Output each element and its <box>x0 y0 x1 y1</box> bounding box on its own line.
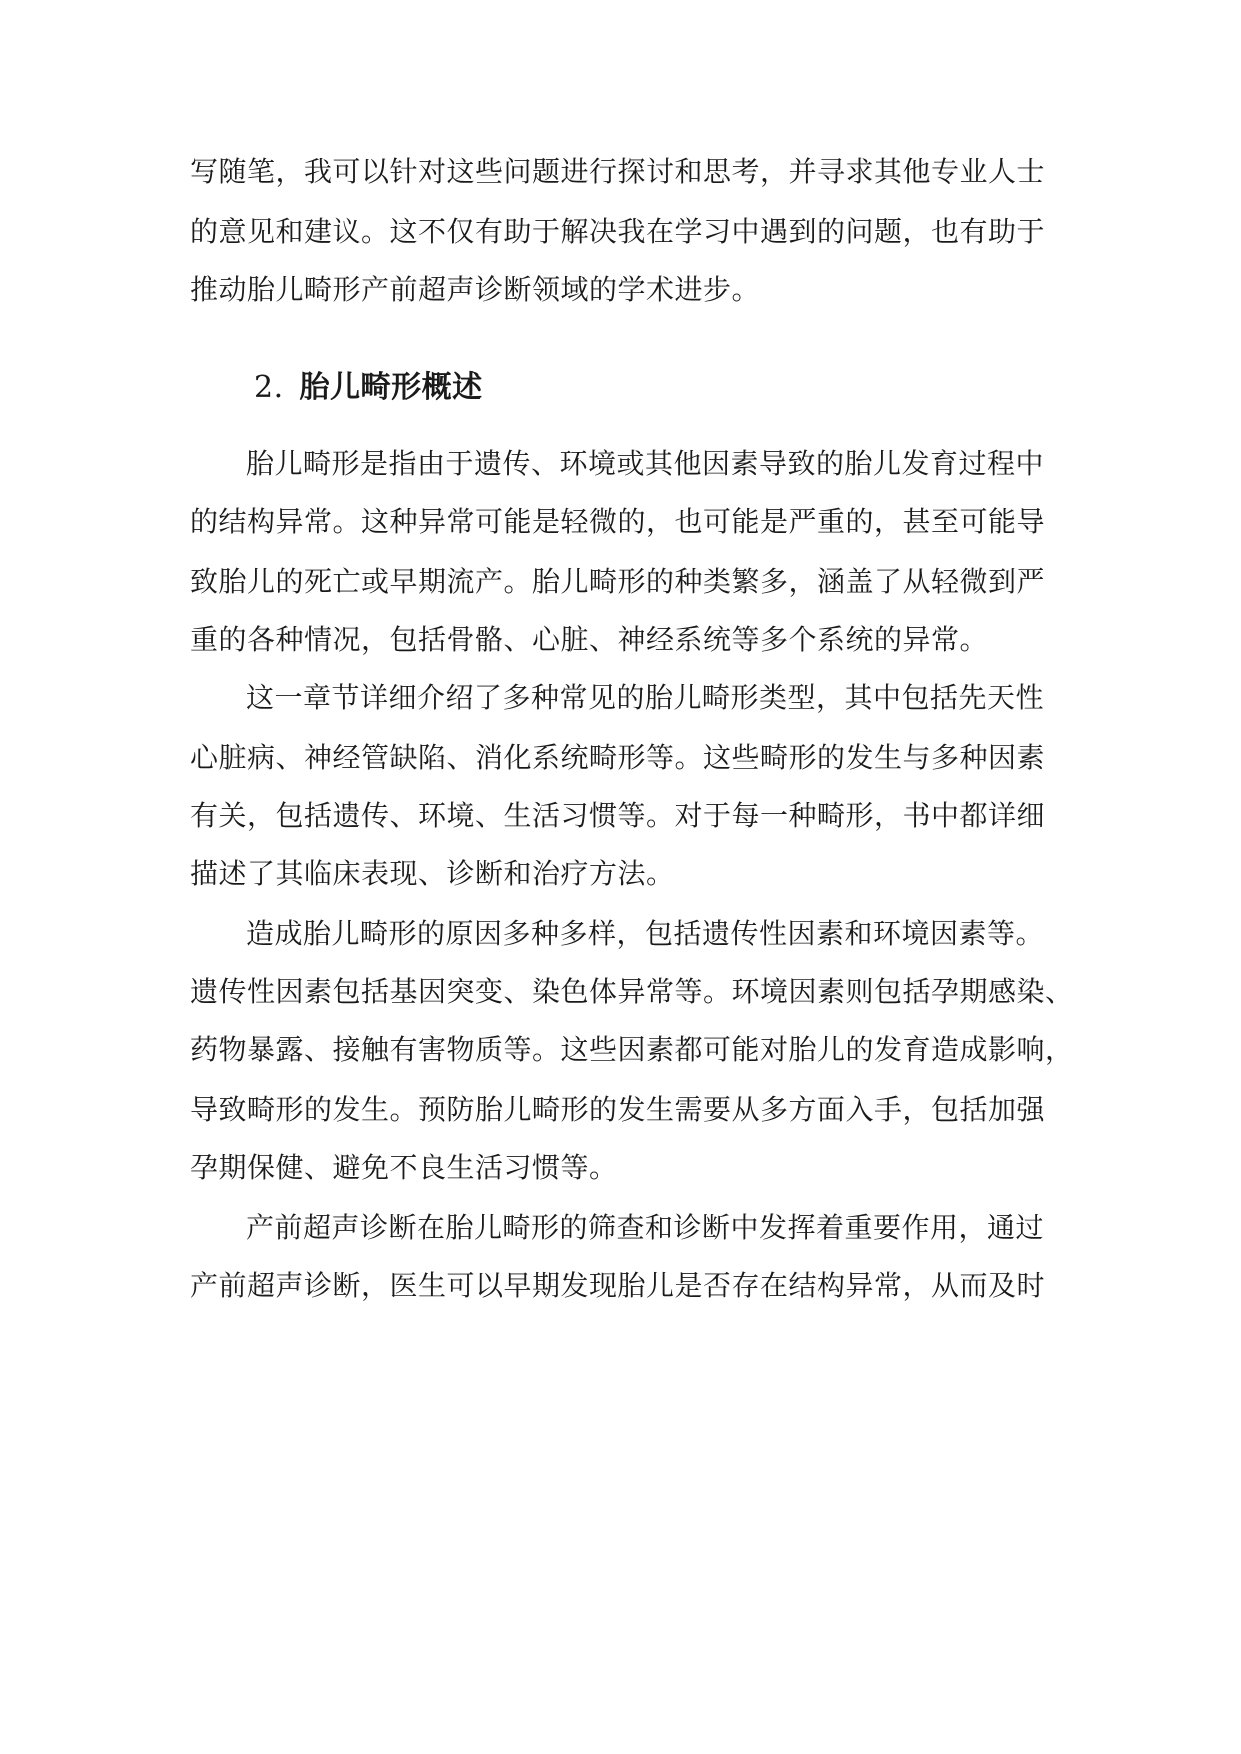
paragraph-2-line-4: 描述了其临床表现、诊断和治疗方法。 <box>190 857 675 890</box>
section-title: 胎儿畸形概述 <box>299 370 483 405</box>
paragraph-1-line-1: 胎儿畸形是指由于遗传、环境或其他因素导致的胎儿发育过程中 <box>246 447 1045 480</box>
paragraph-4-line-1: 产前超声诊断在胎儿畸形的筛查和诊断中发挥着重要作用，通过 <box>246 1211 1045 1244</box>
paragraph-4-line-2: 产前超声诊断，医生可以早期发现胎儿是否存在结构异常，从而及时 <box>190 1269 1046 1302</box>
paragraph-3-line-2: 遗传性因素包括基因突变、染色体异常等。环境因素则包括孕期感染、 <box>190 975 1074 1008</box>
paragraph-1-line-3: 致胎儿的死亡或早期流产。胎儿畸形的种类繁多，涵盖了从轻微到严 <box>190 565 1046 598</box>
paragraph-2-line-3: 有关，包括遗传、环境、生活习惯等。对于每一种畸形，书中都详细 <box>190 799 1046 832</box>
intro-line-1: 写随笔，我可以针对这些问题进行探讨和思考，并寻求其他专业人士 <box>190 155 1046 188</box>
intro-line-3: 推动胎儿畸形产前超声诊断领域的学术进步。 <box>190 273 761 306</box>
paragraph-3-line-5: 孕期保健、避免不良生活习惯等。 <box>190 1151 618 1184</box>
paragraph-3-line-3: 药物暴露、接触有害物质等。这些因素都可能对胎儿的发育造成影响， <box>190 1033 1074 1066</box>
paragraph-3-line-1: 造成胎儿畸形的原因多种多样，包括遗传性因素和环境因素等。 <box>246 917 1045 950</box>
intro-line-2: 的意见和建议。这不仅有助于解决我在学习中遇到的问题，也有助于 <box>190 215 1046 248</box>
section-heading <box>254 368 954 408</box>
section-number: 2. <box>254 370 284 405</box>
paragraph-2-line-2: 心脏病、神经管缺陷、消化系统畸形等。这些畸形的发生与多种因素 <box>190 741 1046 774</box>
paragraph-3-line-4: 导致畸形的发生。预防胎儿畸形的发生需要从多方面入手，包括加强 <box>190 1093 1046 1126</box>
paragraph-1-line-4: 重的各种情况，包括骨骼、心脏、神经系统等多个系统的异常。 <box>190 623 989 656</box>
paragraph-1-line-2: 的结构异常。这种异常可能是轻微的，也可能是严重的，甚至可能导 <box>190 505 1046 538</box>
paragraph-2-line-1: 这一章节详细介绍了多种常见的胎儿畸形类型，其中包括先天性 <box>246 681 1045 714</box>
